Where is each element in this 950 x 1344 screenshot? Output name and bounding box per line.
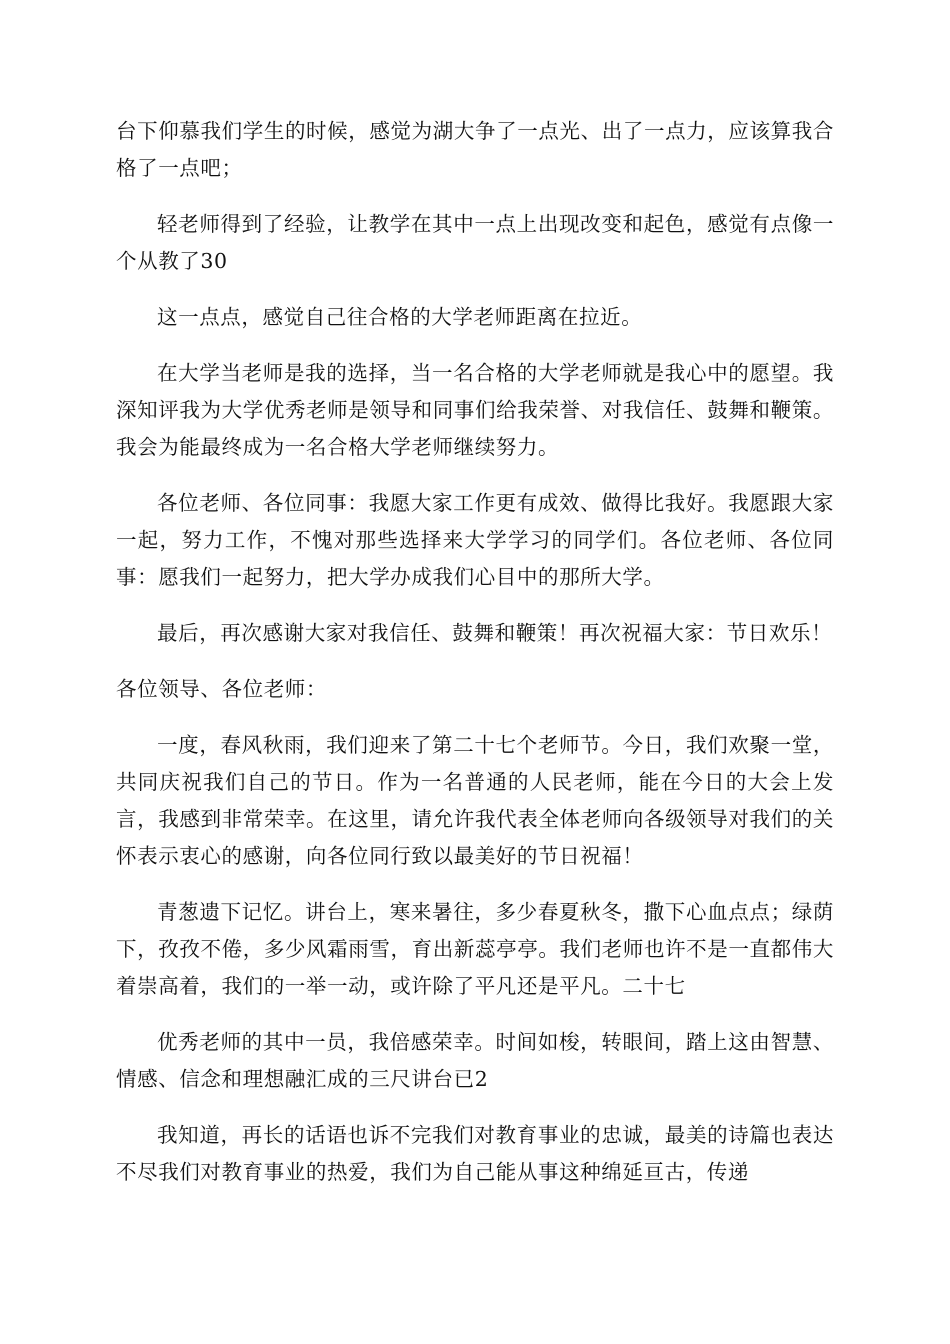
paragraph: 我知道，再长的话语也诉不完我们对教育事业的忠诚，最美的诗篇也表达不尽我们对教育事业的热爱，我们为自己能从事这种绵延亘古，传递 [116, 1123, 834, 1184]
paragraph: 轻老师得到了经验，让教学在其中一点上出现改变和起色，感觉有点像一个从教了30 [116, 212, 834, 273]
paragraph: 台下仰慕我们学生的时候，感觉为湖大争了一点光、出了一点力，应该算我合格了一点吧； [116, 119, 834, 180]
paragraph: 优秀老师的其中一员，我倍感荣幸。时间如梭，转眼间，踏上这由智慧、情感、信念和理想融汇成的三尺讲台已2 [116, 1030, 834, 1091]
paragraph: 最后，再次感谢大家对我信任、鼓舞和鞭策！再次祝福大家：节日欢乐！ [157, 621, 833, 645]
paragraph: 这一点点，感觉自己往合格的大学老师距离在拉近。 [157, 305, 643, 329]
paragraph: 各位老师、各位同事：我愿大家工作更有成效、做得比我好。我愿跟大家一起，努力工作，不愧对那些选择来大学学习的同学们。各位老师、各位同事：愿我们一起努力，把大学办成我们心目中的那所大学。 [116, 491, 834, 589]
paragraph: 在大学当老师是我的选择，当一名合格的大学老师就是我心中的愿望。我深知评我为大学优秀老师是领导和同事们给我荣誉、对我信任、鼓舞和鞭策。我会为能最终成为一名合格大学老师继续努力。 [116, 361, 834, 459]
paragraph: 青葱遗下记忆。讲台上，寒来暑往，多少春夏秋冬，撒下心血点点；绿荫下，孜孜不倦，多少风霜雨雪，育出新蕊亭亭。我们老师也许不是一直都伟大着崇高着，我们的一举一动，或许除了平凡还是平凡。二十七 [116, 900, 834, 998]
paragraph: 一度，春风秋雨，我们迎来了第二十七个老师节。今日，我们欢聚一堂，共同庆祝我们自己的节日。作为一名普通的人民老师，能在今日的大会上发言，我感到非常荣幸。在这里，请允许我代表全体老师向各级领导对我们的关怀表示衷心的感谢，向各位同行致以最美好的节日祝福！ [116, 733, 834, 868]
salutation: 各位领导、各位老师： [116, 677, 327, 701]
document-body [116, 113, 834, 1210]
